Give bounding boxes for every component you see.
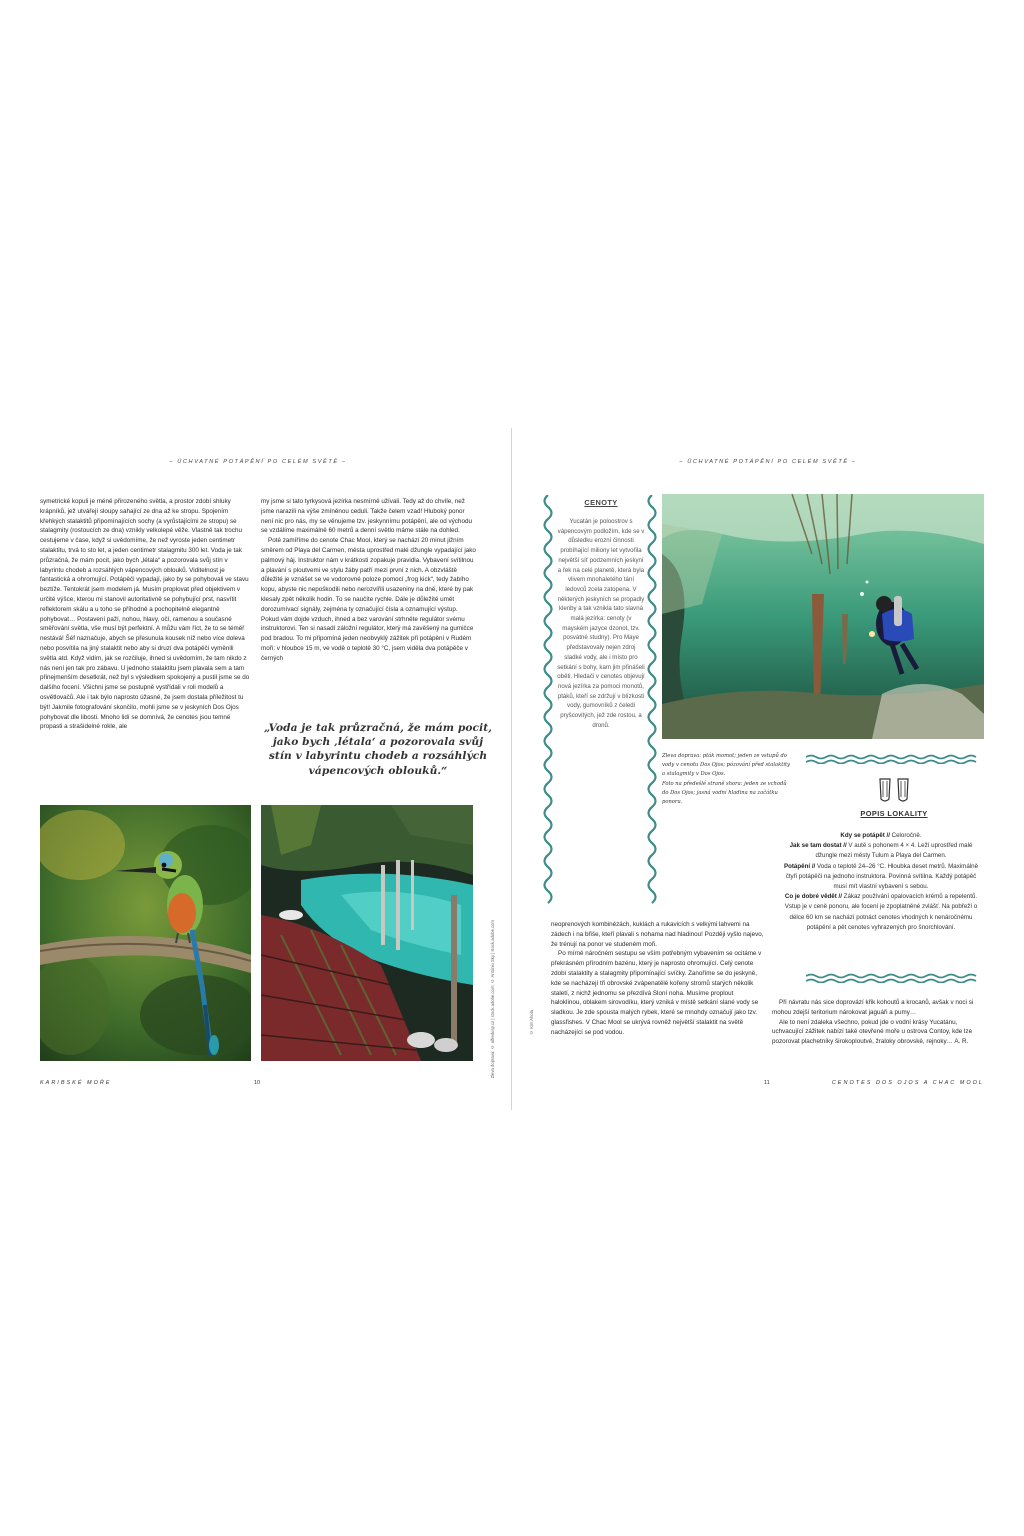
paragraph: symetrické kopuli je méně přirozeného světla, a prostor zdobí shluky krápníků, jež utvářejí sloupy sahající ze dna až ke stropu. Spojením křehkých stalaktitů připomínajících sochy (a vyrůstajícími ze stropu) se stalagmity (rostoucích ze dna) vznikly velkolepé věže. Vlastně tak trochu cestujeme v čase, když si uvědomíme, že než vyroste jeden centimetr stalaktitu, trvá to sto let, a jeden centimetr stalagmitu 300 let. Voda je tak průzračná, že mám pocit, jako bych „létala“ a pozorovala svůj stín v labyrintu chodeb a rozsáhlých vápencových oblouků. Viditelnost je fantastická a ohromující. Potápěči vypadají, jako by se pohybovali ve stavu beztíže. Tentokrát jsem modelem já. Musím proplovat před objektivem v určité výšce, kterou mi stanovil autoritativně se pohybující prst, nasvítit reflektorem skálu a u toho se příhodně a pochopitelně elegantně pohybovat… Postavení paží, nohou, hlavy, očí, ramenou a současné směřování světla, vše musí být perfektní. A můžu vám říct, že to se téměř nestává! Šéf naznačuje, abych se přesunula kousek níž nebo více doleva nebo posvítila na jiný stalaktit nebo aby si druzí dva potápěči vyměnili světla atd. Když vidím, jak se rozčiluje, ihned si uvědomím, že tam nikdo z nás není jen tak pro zábavu. U jednoho stalaktitu jsem plavala sem a tam přinejmenším desetkrát, než byl s výsledkem spokojený a pustil jsme se do dalšího focení. Všichni jsme se postupně vystřídali v roli modelů a osvětlovačů. Ale i tak bylo naprosto úžasné, že jsem dostala příležitost tu být! Jakmile fotografování skončilo, mohli jsme se v jeskyních Dos Ojos pohybovat dle libosti. Mnoho lidí se domnívá, že cenotes jsou temné propasti a strašidelné rokle, ale xyxy=(40,498,250,731)
running-head-left: – ÚCHVATNÉ POTÁPĚNÍ PO CELÉM SVĚTĚ – xyxy=(169,459,347,465)
page-number-right: 11 xyxy=(764,1080,770,1086)
footer-section-right: CENOTES DOS OJOS A CHAC MOOL xyxy=(831,1080,984,1086)
info-row-when: Kdy se potápět // Celoročně. xyxy=(840,832,922,839)
article-column-2 xyxy=(261,497,477,664)
diver-cave-illustration xyxy=(662,494,984,739)
wave-divider-icon xyxy=(806,973,980,983)
photo-caption xyxy=(662,752,792,807)
caption-line: Zleva doprava: pták momot; jeden ze vstupů do vody v cenotu Dos Ojos; pózování před stalaktity a stalagmity v Dos Ojos. xyxy=(662,753,790,778)
cenote-entrance-photo xyxy=(261,805,473,1061)
fins-icon xyxy=(876,777,912,803)
diver-cave-photo xyxy=(662,494,984,739)
article-column-4 xyxy=(772,998,984,1047)
running-head-right: – ÚCHVATNÉ POTÁPĚNÍ PO CELÉM SVĚTĚ – xyxy=(679,459,857,465)
wave-divider-icon xyxy=(806,754,980,764)
momot-bird-photo xyxy=(40,805,251,1061)
page-spine xyxy=(511,428,512,1110)
pull-quote: „Voda je tak průzračná, že mám pocit, jako bych ‚létala‘ a pozorovala svůj stín v labyrintu chodeb a rozsáhlých vápencových oblouků.“ xyxy=(263,722,493,777)
paragraph: Při návratu nás sice doprovází křik kohoutů a krocanů, avšak v noci si mohou zdejší teritorium nárokovat jaguáři a pumy… xyxy=(772,999,974,1016)
momot-bird-illustration xyxy=(40,805,251,1061)
info-row-diving: Potápění // Voda o teplotě 24–26 °C. Hloubka deset metrů. Maximálně čtyři potápěči na jednoho instruktora. Povinná svítilna. Každý potápěč musí mít vlastní vybavení s sebou. xyxy=(783,862,979,891)
photo-credit-right: © Kim Ahola xyxy=(529,1010,534,1036)
cenoty-sidebar-title: CENOTY xyxy=(584,498,618,507)
photo-credit-left: Zleva doprava: © alfredosp.cz | stock.adobe.com; © Antonio Sky | stock.adobe.com xyxy=(490,920,495,1079)
cenoty-sidebar-text: Yucatán je poloostrov s vápencovým podložím, kde se v důsledku erozní činnosti probíhající miliony let vytvořila největší síť podzemních jeskyní a řek na celé planetě, která byla vlivem mnohaletého tání ledovců zcela zatopena. V některých jeskyních se propadly klenby a tak vznikla tato slavná malá jezírka: cenoty (v mayském jazyce dzonot, tzv. posvátné studny). Pro Maye představovaly nejen zdroj sladké vody, ale i místo pro setkání s bohy, kam jim přinášeli oběti. Hledači v cenotes objevují nová jezírka za pomoci monotů, ptáků, kteří se zdržují v blízkosti vody, gumovníků z čeledi pryšcovitých, jež zde rostou, a dronů. xyxy=(557,518,645,729)
page-number-left: 10 xyxy=(254,1080,261,1086)
popis-lokality-details xyxy=(782,831,980,933)
paragraph: Ale to není zdaleka všechno, pokud jde o vodní krásy Yucatánu, uchvacující zážitek nabízí také otevřené moře u ostrova Contoy, kde lze pozorovat plachetníky širokoploutvé, žraloky obrovské, rejnoky… A. R. xyxy=(772,1018,973,1046)
info-row-access: Jak se tam dostat // V autě s pohonem 4 × 4. Leží uprostřed malé džungle mezi městy Tulum a Playa del Carmen. xyxy=(789,842,973,860)
article-column-3 xyxy=(551,920,764,1038)
paragraph: neoprenových kombinézách, kuklách a rukavicích s velkými lahvemi na zádech i na břiše, kteří plavali s nohama nad hladinou! Později vyšlo najevo, že trénují na ponor ve studeném moři. xyxy=(551,921,764,948)
caption-line: Foto na předešlé straně shora: jeden ze vchodů do Dos Ojos; jasná vodní hladina na začátku ponoru. xyxy=(662,780,787,806)
paragraph: Po mírně náročném sestupu se vším potřebným vybavením se ocitáme v překrásném přírodním bazénu, který je naprosto ohromující. Celý cenote zdobí stalaktity a stalagmity připomínající svíčky. Zanoříme se do jeskyně, kde se nacházejí tři obrovské zvápenatělé kořeny stromů starých několik staletí, z nichž jednomu se přezdívá Sloní noha. Musíme proplout haloklinou, oblakem sirovodíku, který vzniká v místě setkání slané vody se sladkou. Je zde spousta malých rybek, které se mnohdy označují jako tzv. glassfishes. V Chac Mool se ukrývá rovněž největší stalaktit na světě nacházející se pod vodou. xyxy=(551,950,762,1036)
sidebar-wave-border-left xyxy=(541,495,555,905)
sidebar-wave-border-right xyxy=(645,495,659,905)
cenote-entrance-illustration xyxy=(261,805,473,1061)
info-row-tips: Co je dobré vědět // Zákaz používání opalovacích krémů a repelentů. Vstup je v ceně ponoru, ale focení je zpoplatněné zvlášť. Na pobřeží o délce 60 km se nachází potnáct cenotes vhodných k nenáročnému potápění a pět cenotes vyhrazených pro šnorchlování. xyxy=(784,893,978,931)
paragraph: Poté zamíříme do cenote Chac Mool, který se nachází 20 minut jižním směrem od Playa del Carmen, města uprostřed malé džungle vypadající jako palmový háj. Instruktor nám v krátkosti zopakuje pravidla. Vybavení svítilnou a plavání s ploutvemi ve stylu žáby patří mezi první z nich. A obzvláště důležité je vznášet se ve vodorovné poloze pomocí „frog kick“, tedy žabího kopu, abyste nic nepoškodili nebo nerozvířili usazeniny na dně, které by pak klesaly zpět několik hodin. To se naučíte rychle. Dále je důležité umět dorozumívací signály, zejména ty označující čísla a oznamující výstup. Pokud vám dojde vzduch, ihned a bez varování strhněte regulátor svému instruktorovi. Ten si nasadí záložní regulátor, který má zavěšený na gumičce pod bradou. To mi připomíná jeden neobvyklý zážitek při potápění v Rudém moři: v hloubce 15 m, ve vodě o teplotě 30 °C, jsem viděla dva potápěče v černých xyxy=(261,537,476,662)
article-column-1 xyxy=(40,497,250,732)
paragraph: my jsme si tato tyrkysová jezírka nesmírně užívali. Tedy až do chvíle, než jsme narazili na výše zmíněnou ceduli. Takže čelem vzad! Hluboký ponor není nic pro nás, my se věnujeme tzv. jeskynnímu potápění, ale od východu se vzdálíme maximálně 60 metrů a denní světlo máme stále na dohled. xyxy=(261,498,472,535)
popis-lokality-title: POPIS LOKALITY xyxy=(860,809,928,818)
footer-section-left: KARIBSKÉ MOŘE xyxy=(40,1080,112,1086)
